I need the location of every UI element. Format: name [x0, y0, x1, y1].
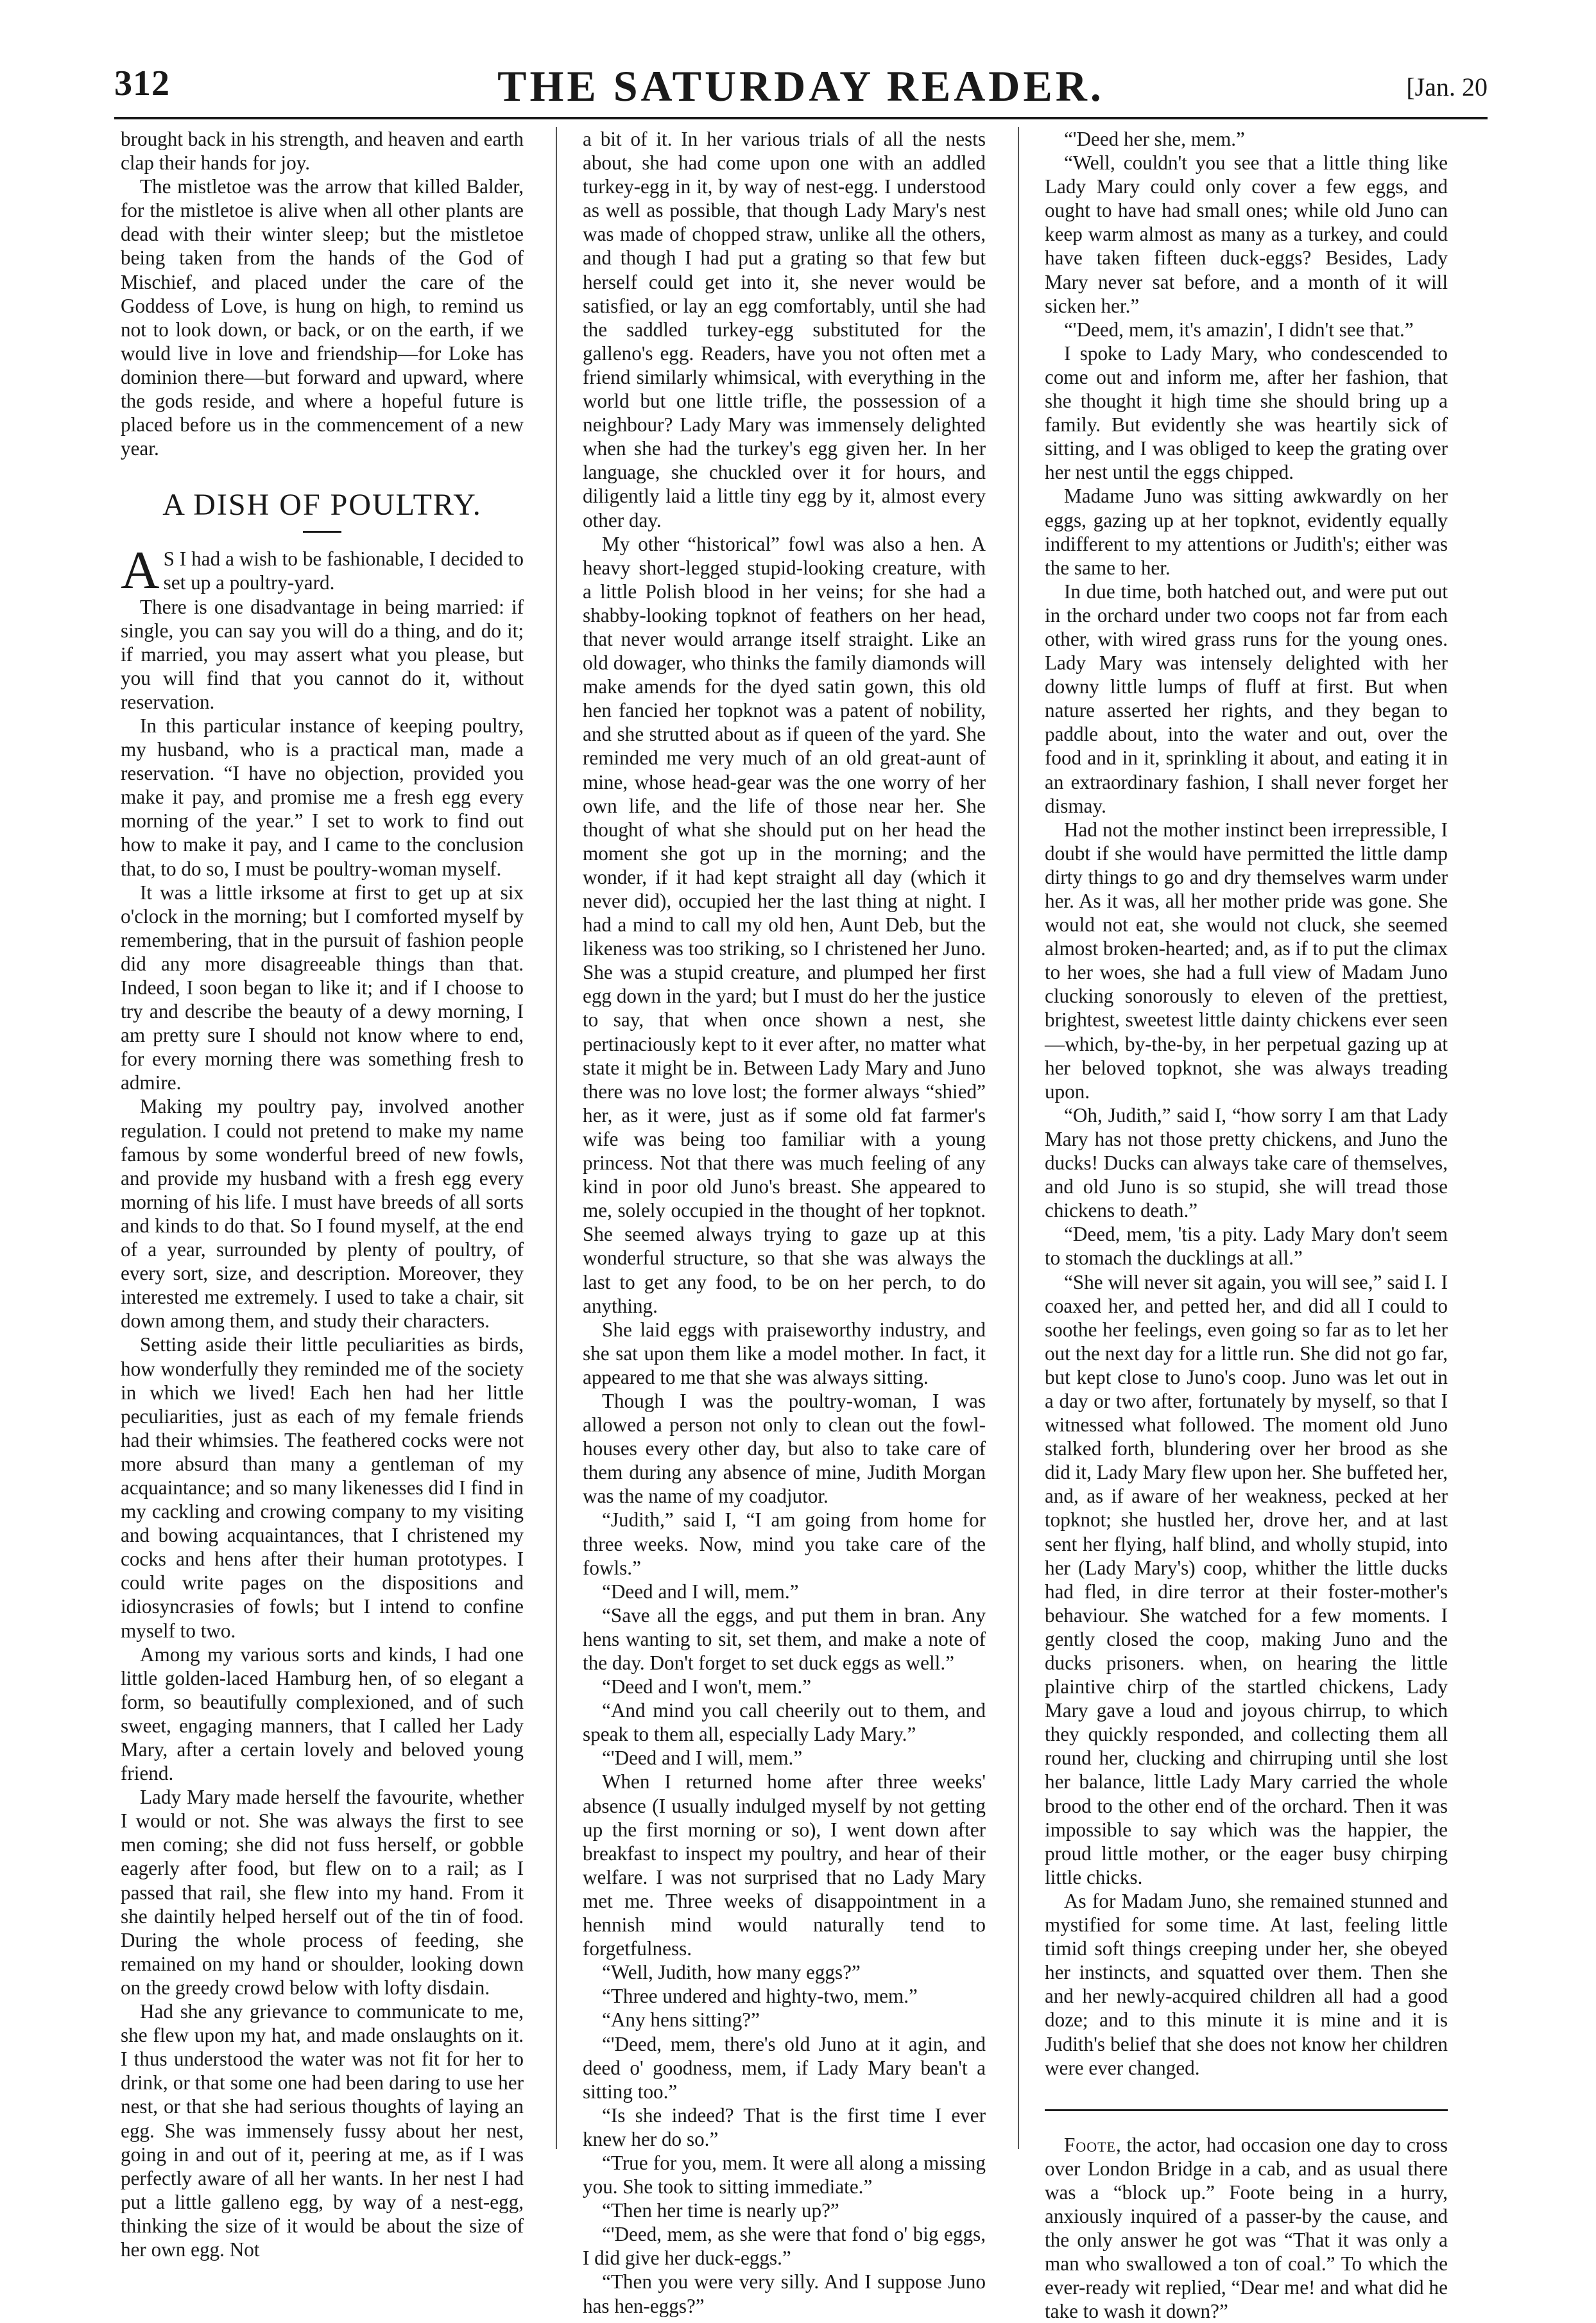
paragraph: “Well, couldn't you see that a little thing like Lady Mary could only cover a few eggs, and ought to have had small ones; while old Juno can keep warm almost as many as a turkey, and could have taken fifteen duck-eggs? Besides, Lady Mary never sat before, and a month of it will sicken her.”	[1045, 151, 1448, 317]
masthead: THE SATURDAY READER.	[497, 62, 1104, 110]
paragraph: “Three undered and highty-two, mem.”	[602, 1985, 918, 2008]
paragraph: It was a little irksome at first to get up at six o'clock in the morning; but I comforted myself by remembering, that in the pursuit of fashion people did any more disagreeable things than that. Indeed, I soon began to like it; and if I choose to try and describe the beauty of a dewy morning, I am pretty sure I should not know where to end, for every morning there was something fresh to admire.	[121, 881, 524, 1094]
title-rule	[303, 531, 341, 533]
paragraph: Setting aside their little peculiarities as birds, how wonderfully they reminded me of the society in which we lived! Each hen had her little peculiarities, just as each of my female friends had their whimsies. The feathered cocks were not more absurd than many a gentleman of my acquaintance; and so many likenesses did I find in my cackling and crowing company to my visiting and bowing acquaintances, that I christened my cocks and hens after their human prototypes. I could write pages on the dispositions and idiosyncrasies of fowls; but I intend to confine myself to two.	[121, 1333, 524, 1642]
paragraph: Making my poultry pay, involved another regulation. I could not pretend to make my name famous by some wonderful breed of new fowls, and provide my husband with a fresh egg every morning of his life. I must have breeds of all sorts and kinds to do that. So I found myself, at the end of a year, surrounded by plenty of poultry, of every sort, size, and description. Moreover, they interested me extremely. I used to take a chair, sit down among them, and study their characters.	[121, 1095, 524, 1333]
paragraph: When I returned home after three weeks' absence (I usually indulged myself by not getting up the first morning or so), I went down after breakfast to inspect my poultry, and hear of their welfare. I was not surprised that no Lady Mary met me. Three weeks of disappointment in a hennish mind would naturally tend to forgetfulness.	[583, 1770, 986, 1960]
anecdote-text: , the actor, had occasion one day to cross over London Bridge in a cab, and as usual there was a “block up.” Foote being in a hurry, anxiously inquired of a passer-by the cause, and the only answer he got was “That it was only a man who swallowed a ton of coal.” To which the ever-ready wit replied, “Dear me! and what did he take to wash it down?”	[1045, 2133, 1448, 2323]
paragraph: There is one disadvantage in being married: if single, you can say you will do a thing, and do it; if married, you may assert what you please, but you will find that you cannot do it, without reservation.	[121, 595, 524, 713]
paragraph: I spoke to Lady Mary, who condescended to come out and inform me, after her fashion, that she thought it high time she should bring up a family. But evidently she was heartily sick of sitting, and I was obliged to keep the grating over her nest until the eggs chipped.	[1045, 341, 1448, 484]
paragraph: In due time, both hatched out, and were put out in the orchard under two coops not far from each other, with wired grass runs for the young ones. Lady Mary was intensely delighted with her downy little lumps of fluff at first. But when nature asserted her rights, and they began to paddle about, into the water and out, over the food and in it, sprinkling it about, and eating it in an extraordinary fashion, I shall never forget her dismay.	[1045, 580, 1448, 817]
paragraph: Had not the mother instinct been irrepressible, I doubt if she would have permitted the little damp dirty things to go and dry themselves warm under her. As it was, all her mother pride was gone. She would not eat, she would not cluck, she seemed almost broken-hearted; and, as if to put the climax to her woes, she had a full view of Madam Juno clucking sonorously to eleven of the prettiest, brightest, sweetest little dainty chickens ever seen—which, by-the-by, in her perpetual gazing up at her beloved topknot, she was always treading upon.	[1045, 818, 1448, 1103]
article-title: A DISH OF POULTRY.	[162, 488, 482, 522]
paragraph: “Then you were very silly. And I suppose Juno has hen-eggs?”	[583, 2270, 986, 2317]
paragraph: Madame Juno was sitting awkwardly on her eggs, gazing up at her topknot, evidently equally indifferent to my attentions or Judith's; either was the same to her.	[1045, 485, 1448, 579]
paragraph: Though I was the poultry-woman, I was allowed a person not only to clean out the fowl-houses every other day, but also to take care of them during any absence of mine, Judith Morgan was the name of my coadjutor.	[583, 1389, 986, 1508]
paragraph: “And mind you call cheerily out to them, and speak to them all, especially Lady Mary.”	[583, 1699, 986, 1746]
paragraph: “'Deed and I will, mem.”	[602, 1747, 803, 1770]
paragraph: Lady Mary made herself the favourite, whether I would or not. She was always the first to see men coming; she did not fuss herself, or gobble eagerly after food, but flew on to a rail; as I passed that rail, she flew into my hand. From it she daintily helped herself out of the tin of food. During the whole process of feeding, she remained on my hand or shoulder, looking down on the greedy crowd below with lofty disdain.	[121, 1786, 524, 1999]
paragraph: a bit of it. In her various trials of all the nests about, she had come upon one with an addled turkey-egg in it, by way of nest-egg. I understood as well as possible, that though Lady Mary's nest was made of chopped straw, unlike all the others, and though I had put a grating so that few but herself could get into it, she never would be satisfied, or lay an egg comfortably, until she had the saddled turkey-egg substituted for the galleno's egg. Readers, have you not often met a friend similarly whimsical, with everything in the world but one little trifle, the possession of a neighbour? Lady Mary was immensely delighted when she had the turkey's egg given her. In her language, she chuckled over it for hours, and diligently laid a little tiny egg by it, almost every other day.	[583, 128, 986, 531]
paragraph: “'Deed, mem, there's old Juno at it agin, and deed o' goodness, mem, if Lady Mary bean't a sitting too.”	[583, 2032, 986, 2103]
column-1	[121, 127, 524, 2261]
paragraph: “Is she indeed? That is the first time I ever knew her do so.”	[583, 2103, 986, 2150]
paragraph: As for Madam Juno, she remained stunned and mystified for some time. At last, feeling little timid soft things creeping under her, she obeyed her instincts, and squatted over them. Then she and her newly-acquired children all had a good doze; and to this minute it is mine and it is Judith's belief that she does not know her children were ever changed.	[1045, 1889, 1448, 2079]
paragraph: “Deed and I won't, mem.”	[602, 1675, 812, 1698]
paragraph: “Any hens sitting?”	[602, 2008, 760, 2032]
paragraph: “'Deed, mem, as she were that fond o' big eggs, I did give her duck-eggs.”	[583, 2223, 986, 2270]
issue-date: [Jan. 20	[1406, 73, 1488, 101]
paragraph: My other “historical” fowl was also a hen. A heavy short-legged stupid-looking creature, with a little Polish blood in her veins; for she had a shabby-looking topknot of feathers on her head, that never would arrange itself straight. Like an old dowager, who thinks the family diamonds will make amends for the dyed satin gown, this old hen fancied her topknot was a patent of nobility, and she strutted about as if queen of the yard. She reminded me very much of an old great-aunt of mine, whose head-gear was the one worry of her own life, and the life of those near her. She thought of what she should put on her head the moment she got up in the morning; and the wonder, if it had kept straight all day (which it never did), occupied her the last thing at night. I had a mind to call my old hen, Aunt Deb, but the likeness was too striking, so I christened her Juno. She was a stupid creature, and plumped her first egg down in the yard; but I must do her the justice to say, that when once shown a nest, she pertinaciously kept to it ever after, no matter what state it might be in. Between Lady Mary and Juno there was no love lost; the former always “shied” her, as it were, just as if some old fat farmer's wife was being too familiar with a young princess. Not that there was much feeling of any kind in poor old Juno's breast. She appeared to me, solely occupied in the thought of her topknot. She seemed always trying to gaze up at this wonderful structure, so that she was always the last to get any food, to be on her perch, to do anything.	[583, 532, 986, 1317]
paragraph: Among my various sorts and kinds, I had one little golden-laced Hamburg hen, of so elegant a form, so beautifully complexioned, and of such sweet, engaging manners, that I called her Lady Mary, after a certain lovely and beloved young friend.	[121, 1643, 524, 1785]
drop-cap: A	[121, 540, 160, 601]
paragraph: Had she any grievance to communicate to me, she flew upon my hat, and made onslaughts on it. I thus understood the water was not fit for her to drink, or that some one had been daring to use her nest, or that she had serious thoughts of laying an egg. She was immensely fussy about her nest, going in and out of it, peering at me, as if I was perfectly aware of all her wants. In her nest I had put a little galleno egg, by way of a nest-egg, thinking the size of it would be about the size of her own egg. Not	[121, 2000, 524, 2261]
paragraph: “Judith,” said I, “I am going from home for three weeks. Now, mind you take care of the fowls.”	[583, 1508, 986, 1579]
column-rule	[556, 127, 557, 2149]
paragraph: “'Deed, mem, it's amazin', I didn't see that.”	[1064, 318, 1414, 341]
column-2	[583, 127, 986, 2317]
paragraph: She laid eggs with praiseworthy industry, and she sat upon them like a model mother. In fact, it appeared to me that she was always sitting.	[583, 1318, 986, 1388]
paragraph: “Deed, mem, 'tis a pity. Lady Mary don't seem to stomach the ducklings at all.”	[1045, 1223, 1448, 1270]
paragraph: “Save all the eggs, and put them in bran. Any hens wanting to sit, set them, and make a note of the day. Don't forget to set duck eggs as well.”	[583, 1603, 986, 1674]
column-3	[1045, 127, 1448, 2323]
paragraph: In this particular instance of keeping poultry, my husband, who is a practical man, made a reservation. “I have no objection, provided you make it pay, and promise me a fresh egg every morning of the year.” I set to work to find out how to make it pay, and I came to the conclusion that, to do so, I must be poultry-woman myself.	[121, 714, 524, 880]
header-rule	[114, 117, 1488, 119]
paragraph: “Deed and I will, mem.”	[602, 1580, 799, 1603]
column-rule	[1018, 127, 1019, 2149]
paragraph: “True for you, mem. It were all along a missing you. She took to sitting immediate.”	[583, 2151, 986, 2198]
paragraph-text: S I had a wish to be fashionable, I decided to set up a poultry-yard.	[163, 548, 524, 594]
paragraph: The mistletoe was the arrow that killed Balder, for the mistletoe is alive when all other plants are dead with their winter sleep; but the mistletoe being taken from the hands of the God of Mischief, and placed under the care of the Goddess of Love, is hung on high, to remind us not to look down, or back, or on the earth, if we would live in love and friendship—for Loke has dominion there—but forward and upward, where the gods reside, and where a hopeful future is placed before us in the commencement of a new year.	[121, 175, 524, 460]
paragraph	[121, 540, 524, 601]
paragraph: “Then her time is nearly up?”	[602, 2199, 839, 2222]
paragraph: “Well, Judith, how many eggs?”	[602, 1961, 861, 1984]
paragraph: “She will never sit again, you will see,” said I. I coaxed her, and petted her, and did all I could to soothe her feelings, even going so far as to let her out the next day for a little run. She did not go far, but kept close to Juno's coop. Juno was let out in a day or two after, fortunately by myself, so that I witnessed what followed. The moment old Juno stalked forth, blundering over her brood as she did it, Lady Mary flew upon her. She buffeted her, and, as if aware of her weakness, pecked at her topknot; she hustled her, drove her, and at last sent her flying, half blind, and wholly stupid, into her (Lady Mary's) coop, whither the little ducks had fled, in dire terror at their foster-mother's behaviour. She watched for a few moments. I gently closed the coop, making Juno and the ducks prisoners. when, on hearing the little plaintive chirp of the startled chickens, Lady Mary gave a loud and joyous chirrup, to which they quickly responded, and collecting them all round her, clucking and chirruping until she lost her balance, little Lady Mary carried the whole brood to the other end of the orchard. Then it was impossible to say which was the happier, the proud little mother, or the eager busy chirping little chicks.	[1045, 1270, 1448, 1888]
anecdote-paragraph	[1045, 2133, 1448, 2323]
page-header	[114, 62, 1488, 116]
section-divider	[1045, 2109, 1448, 2111]
paragraph: “Oh, Judith,” said I, “how sorry I am that Lady Mary has not those pretty chickens, and Juno the ducks! Ducks can always take care of themselves, and old Juno is so stupid, she will tread those chickens to death.”	[1045, 1103, 1448, 1222]
page-number: 312	[114, 64, 170, 103]
anecdote-name: Foote	[1064, 2133, 1116, 2156]
paragraph: brought back in his strength, and heaven and earth clap their hands for joy.	[121, 128, 524, 175]
paragraph: “'Deed her she, mem.”	[1064, 128, 1245, 150]
